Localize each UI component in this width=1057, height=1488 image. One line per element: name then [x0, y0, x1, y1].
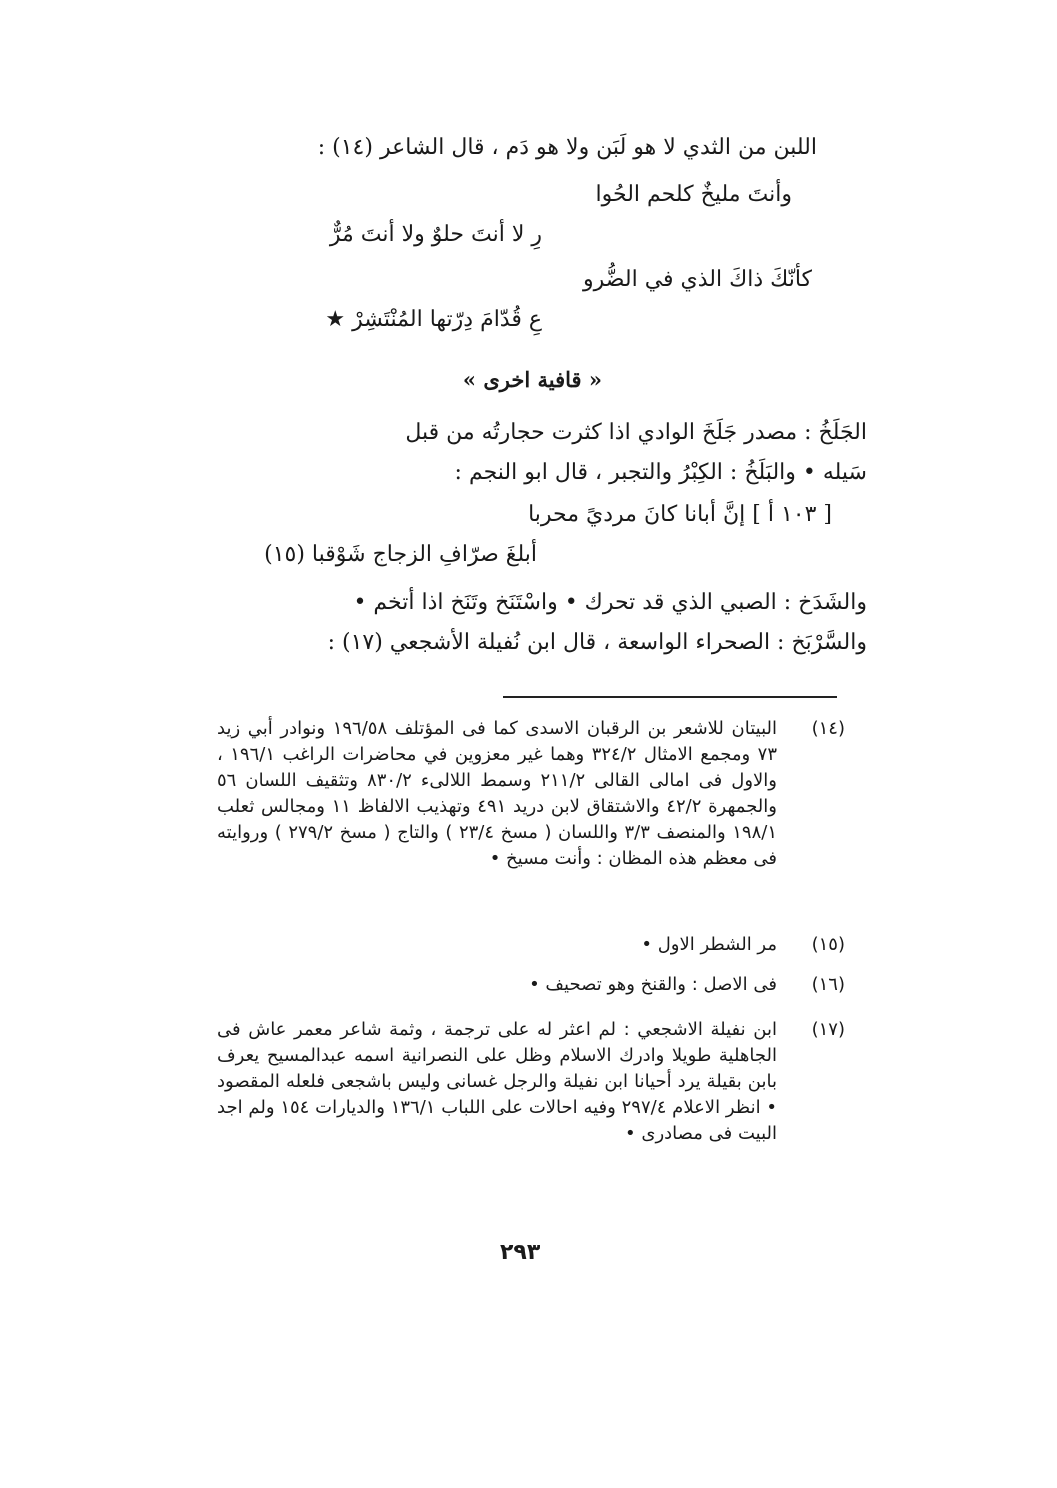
verse-1-first-hemistich: وأنتَ مليخٌ كلحم الحُوا [595, 182, 792, 207]
footnote-17: ابن نفيلة الاشجعي : لم اعثر له على ترجمة ، وثمة شاعر معمر عاش فى الجاهلية طويلا وادرك الاسلام وظل على النصرانية اسمه عبدالمسيح يعرف بابن بقيلة يرد أحيانا ابن نفيلة والرجل غسانى وليس باشجعى فلعله المقصود • انظر الاعلام ٢٩٧/٤ وفيه احالات على اللباب ١٣٦/١ والديارات ١٥٤ ولم اجد البيت فى مصادرى • [217, 1019, 777, 1144]
verse-2-second-hemistich: عِ قُدّامَ دِرّتها المُنْتَشِرْ ★ [325, 307, 542, 332]
page-number: ٢٩٣ [500, 1240, 541, 1265]
body-line-1: اللبن من الثدي لا هو لَبَن ولا هو دَم ، قال الشاعر (١٤) : [317, 135, 817, 160]
verse-3-second-hemistich: أبلغَ صرّافِ الزجاج شَوْقبا (١٥) [264, 542, 537, 567]
body-line-2: الجَلَخُ : مصدر جَلَخَ الوادي اذا كثرت حجارتُه من قبل [405, 420, 867, 445]
footnote-17-number: (١٧) [811, 1019, 845, 1040]
footnote-divider [503, 696, 837, 698]
verse-2-first-hemistich: كأنّكَ ذاكَ الذي في الضُّرو [583, 267, 812, 292]
body-line-5: والسَّرْبَخ : الصحراء الواسعة ، قال ابن نُفيلة الأشجعي (١٧) : [327, 630, 867, 655]
footnote-15-number: (١٥) [811, 934, 845, 955]
footnote-14-number: (١٤) [811, 718, 845, 739]
footnote-15: مر الشطر الاول • [641, 934, 777, 955]
body-line-4: والشَدَخ : الصبي الذي قد تحرك • واسْتَنَخ وتَنَخ اذا أتخم • [353, 590, 867, 615]
body-line-3: سَيله • والبَلَخُ : الكِبْرُ والتجبر ، قال ابو النجم : [454, 460, 867, 485]
section-title: « قافية اخرى » [462, 367, 602, 392]
footnote-16-number: (١٦) [811, 974, 845, 995]
verse-1-second-hemistich: رِ لا أنتَ حلوٌ ولا أنتَ مُرٌّ [329, 222, 542, 247]
footnote-14: البيتان للاشعر بن الرقبان الاسدى كما فى المؤتلف ١٩٦/٥٨ ونوادر أبي زيد ٧٣ ومجمع الامثال ٣٢٤/٢ وهما غير معزوين في محاضرات الراغب ١٩٦/١ ، والاول فى امالى القالى ٢١١/٢ وسمط اللالىء ٨٣٠/٢ وتثقيف اللسان ٥٦ والجمهرة ٤٢/٢ والاشتقاق لابن دريد ٤٩١ وتهذيب الالفاظ ١١ ومجالس ثعلب ١٩٨/١ والمنصف ٣/٣ واللسان ( مسخ ٢٣/٤ ) والتاج ( مسخ ٢٧٩/٢ ) وروايته فى معظم هذه المظان : وأنت مسيخ • [217, 718, 778, 869]
footnote-16: فى الاصل : والقنخ وهو تصحيف • [529, 974, 777, 995]
verse-3-first-hemistich: [ ١٠٣ أ ] إنَّ أبانا كانَ مرديً محربا [528, 502, 832, 527]
